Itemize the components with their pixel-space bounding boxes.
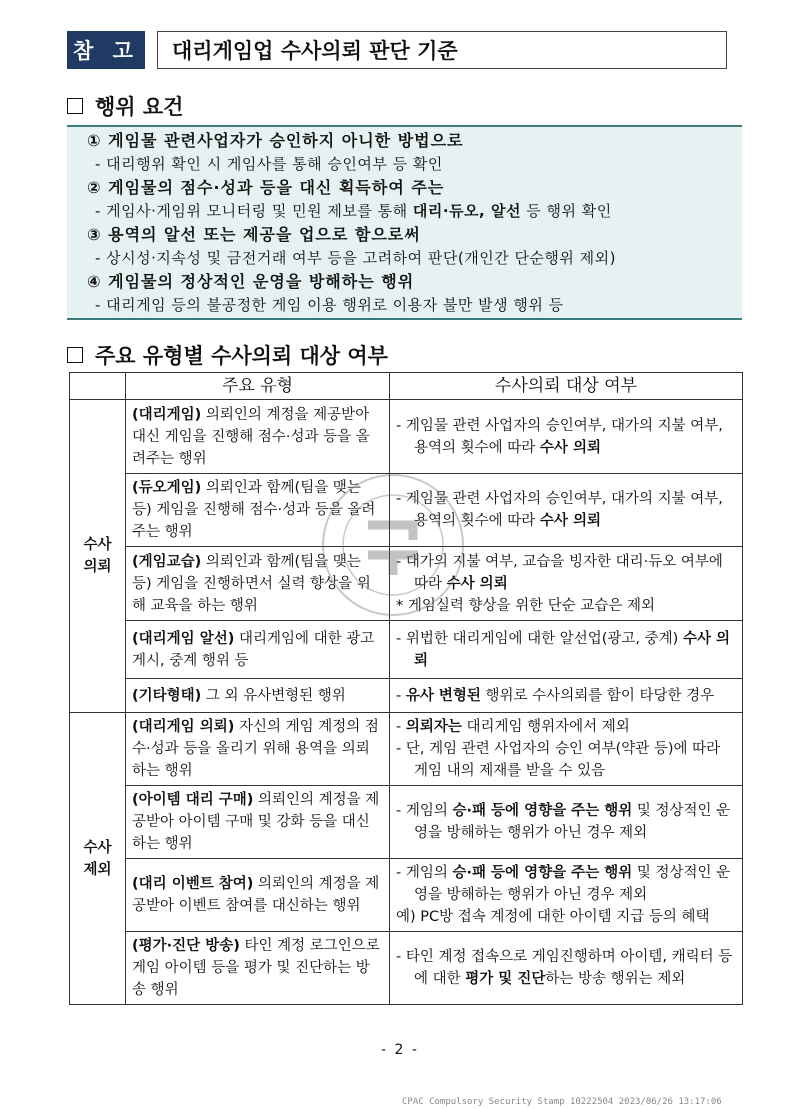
requirement-desc: [87, 246, 742, 270]
criteria-part: - 대가의 지불 여부, 교습을 빙자한 대리·듀오 여부에 따라: [396, 553, 723, 592]
criteria-line: [396, 738, 736, 782]
criteria-part: 수사 의뢰: [446, 575, 508, 592]
type-cell: [126, 713, 390, 786]
square-bullet-icon: [67, 347, 83, 363]
criteria-part: 유사 변형된: [405, 687, 481, 704]
criteria-part: 및 정상적인 운영을 방해하는 행위가 아닌 경우 제외: [414, 865, 731, 903]
criteria-part: - 게임의: [396, 865, 453, 881]
criteria-cell: [390, 474, 743, 547]
requirement-desc: [87, 293, 742, 317]
table-row: [70, 713, 743, 786]
criteria-cell: [390, 621, 743, 679]
criteria-part: -: [396, 687, 406, 704]
criteria-cell: [390, 713, 743, 786]
criteria-line: [396, 628, 736, 672]
type-name: (대리게임): [132, 406, 202, 423]
type-desc: 의뢰인의 계정을 제공받아 대신 게임을 진행해 점수·성과 등을 올려주는 행위: [132, 406, 370, 467]
type-name: (게임교습): [132, 553, 202, 570]
category-label: 수사: [83, 537, 112, 553]
square-bullet-icon: [67, 98, 83, 114]
criteria-part: 대리게임 행위자에서 제외: [461, 719, 630, 735]
criteria-line: [396, 946, 736, 990]
requirements-box: [67, 125, 742, 320]
type-name: (평가·진단 방송): [132, 938, 240, 954]
criteria-part: 수사 의뢰: [539, 513, 601, 529]
category-exclude: [70, 713, 126, 1005]
criteria-part: 승·패 등에 영향을 주는 행위: [452, 865, 633, 881]
table-row: [70, 621, 743, 679]
criteria-part: - 타인 계정 접속으로 게임진행하며 아이템, 캐릭터 등에 대한: [396, 949, 733, 987]
table-row: [70, 474, 743, 547]
requirement-title: ② 게임물의 점수·성과 등을 대신 획득하여 주는: [87, 178, 445, 197]
criteria-cell: [390, 679, 743, 713]
requirement-desc-part: 등 행위 확인: [520, 202, 612, 220]
requirement-title: ④ 게임물의 정상적인 운영을 방해하는 행위: [87, 272, 415, 291]
criteria-part: - 위법한 대리게임에 대한 알선업(광고, 중계): [396, 630, 683, 647]
type-cell: [126, 474, 390, 547]
criteria-line: [396, 488, 736, 532]
criteria-part: * 게임실력 향상을 위한 단순 교습은 제외: [396, 597, 656, 614]
type-cell: [126, 679, 390, 713]
requirement-desc: [87, 152, 742, 176]
table-row: [70, 400, 743, 474]
type-name: (듀오게임): [132, 480, 202, 496]
criteria-part: - 게임물 관련 사업자의 승인여부, 대가의 지불 여부, 용역의 횟수에 따라: [396, 491, 723, 529]
reference-tag: 참 고: [67, 31, 145, 69]
requirement-desc-part: - 게임사·게임위 모니터링 및 민원 제보를 통해: [95, 202, 413, 220]
criteria-part: -: [396, 719, 406, 735]
category-investigate: [70, 400, 126, 713]
types-table: [69, 372, 743, 1005]
type-desc: 의뢰인의 계정을 제공받아 이벤트 참여를 대신하는 행위: [132, 876, 380, 914]
criteria-line: [396, 551, 736, 595]
criteria-cell: [390, 547, 743, 621]
page-title: 대리게임업 수사의뢰 판단 기준: [157, 31, 727, 69]
requirement-desc: [87, 199, 742, 223]
requirement-title: ① 게임물 관련사업자가 승인하지 아니한 방법으로: [87, 131, 464, 150]
type-cell: [126, 786, 390, 859]
criteria-part: 하는 방송 행위는 제외: [545, 971, 686, 987]
title-bar: [67, 31, 727, 69]
table-row: [70, 679, 743, 713]
type-desc: 의뢰인의 계정을 제공받아 아이템 구매 및 강화 등을 대신하는 행위: [132, 792, 380, 852]
criteria-part: 예) PC방 접속 계정에 대한 아이템 지급 등의 혜택: [396, 909, 710, 925]
header-criteria: 수사의뢰 대상 여부: [390, 373, 743, 400]
criteria-cell: [390, 400, 743, 474]
criteria-line: [396, 685, 736, 707]
type-desc: 타인 계정 로그인으로 게임 아이템 등을 평가 및 진단하는 방송 행위: [132, 938, 380, 998]
table-row: [70, 932, 743, 1005]
table-row: [70, 859, 743, 932]
type-cell: [126, 621, 390, 679]
type-name: (기타형태): [132, 687, 202, 704]
type-name: (대리 이벤트 참여): [132, 876, 254, 892]
criteria-line: [396, 906, 736, 928]
criteria-part: - 단, 게임 관련 사업자의 승인 여부(약관 등)에 따라 게임 내의 제재를 받을 수 있음: [396, 741, 721, 779]
type-cell: [126, 932, 390, 1005]
section-title: 주요 유형별 수사의뢰 대상 여부: [95, 344, 388, 368]
category-label: 의뢰: [83, 559, 112, 575]
section-heading-types: [67, 340, 388, 370]
requirement-desc-part: - 상시성·지속성 및 금전거래 여부 등을 고려하여 판단(개인간 단순행위 제외): [95, 249, 617, 267]
type-name: (대리게임 알선): [132, 630, 235, 647]
type-cell: [126, 859, 390, 932]
requirement-desc-part: - 대리행위 확인 시 게임사를 통해 승인여부 등 확인: [95, 155, 443, 173]
type-name: (아이템 대리 구매): [132, 792, 254, 808]
type-desc: 의뢰인과 함께(팀을 맺는 등) 게임을 진행해 점수·성과 등을 올려주는 행위: [132, 480, 376, 540]
type-desc: 자신의 게임 계정의 점수·성과 등을 올리기 위해 용역을 의뢰하는 행위: [132, 719, 379, 779]
criteria-part: 승·패 등에 영향을 주는 행위: [452, 803, 633, 819]
criteria-part: 수사 의뢰: [414, 630, 731, 669]
requirement-title: ③ 용역의 알선 또는 제공을 업으로 함으로써: [87, 225, 421, 244]
criteria-part: 및 정상적인 운영을 방해하는 행위가 아닌 경우 제외: [414, 803, 731, 841]
type-cell: [126, 547, 390, 621]
type-desc: 의뢰인과 함께(팀을 맺는 등) 게임을 진행하면서 실력 향상을 위해 교육을 하는 행위: [132, 553, 371, 614]
section-title: 행위 요건: [95, 95, 184, 119]
criteria-line: [396, 415, 736, 459]
type-name: (대리게임 의뢰): [132, 719, 235, 735]
requirement-desc-part: 대리·듀오, 알선: [412, 202, 521, 220]
criteria-cell: [390, 859, 743, 932]
criteria-part: 평가 및 진단: [465, 971, 546, 987]
security-stamp: CPAC Compulsory Security Stamp 10222504 2023/06/26 13:17:06: [402, 1097, 722, 1107]
criteria-part: 수사 의뢰: [539, 439, 601, 456]
criteria-cell: [390, 786, 743, 859]
criteria-line: [396, 800, 736, 844]
criteria-part: 행위로 수사의뢰를 함이 타당한 경우: [480, 687, 715, 704]
table-row: [70, 786, 743, 859]
criteria-part: 의뢰자는: [405, 719, 462, 735]
section-heading-requirements: [67, 91, 183, 121]
criteria-line: [396, 862, 736, 906]
page-number: - 2 -: [381, 1042, 419, 1058]
type-desc: 그 외 유사변형된 행위: [201, 687, 346, 704]
table-row: [70, 547, 743, 621]
category-label: 제외: [83, 861, 112, 878]
type-desc: 대리게임에 대한 광고 게시, 중계 행위 등: [132, 630, 375, 669]
type-cell: [126, 400, 390, 474]
criteria-cell: [390, 932, 743, 1005]
criteria-part: - 게임의: [396, 803, 453, 819]
category-label: 수사: [83, 839, 112, 856]
header-type: 주요 유형: [126, 373, 390, 400]
table-header-row: [70, 373, 743, 400]
header-blank-cell: [70, 373, 126, 400]
criteria-line: [396, 716, 736, 738]
criteria-line: [396, 595, 736, 617]
criteria-part: - 게임물 관련 사업자의 승인여부, 대가의 지불 여부, 용역의 횟수에 따라: [396, 417, 723, 456]
requirement-desc-part: - 대리게임 등의 불공정한 게임 이용 행위로 이용자 불만 발생 행위 등: [95, 296, 564, 314]
